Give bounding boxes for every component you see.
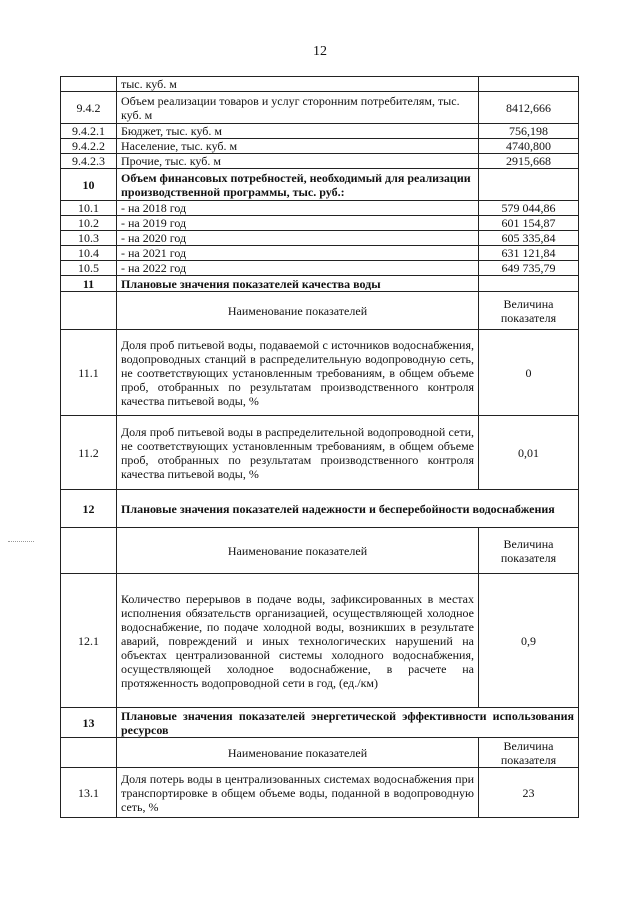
table-row (61, 77, 579, 92)
section-title: Объем финансовых потребностей, необходимый для реализации производственной программы, тыс. руб.: (117, 169, 479, 201)
row-number: 13.1 (61, 768, 117, 818)
empty-cell (61, 528, 117, 574)
empty-cell (61, 292, 117, 330)
section-number: 10 (61, 169, 117, 201)
row-value: 579 044,86 (479, 201, 579, 216)
row-label: - на 2019 год (117, 216, 479, 231)
section-number: 12 (61, 490, 117, 528)
row-label: - на 2020 год (117, 231, 479, 246)
row-number (61, 77, 117, 92)
row-number: 9.4.2.3 (61, 154, 117, 169)
row-value: 601 154,87 (479, 216, 579, 231)
row-value: 4740,800 (479, 139, 579, 154)
indicators-table (60, 76, 579, 818)
row-value: 0,9 (479, 574, 579, 708)
section-header-11 (61, 276, 579, 292)
section-number: 11 (61, 276, 117, 292)
col-header-name: Наименование показателей (117, 738, 479, 768)
row-value (479, 77, 579, 92)
table-row (61, 768, 579, 818)
table-row (61, 154, 579, 169)
row-label: Доля потерь воды в централизованных системах водоснабжения при транспортировке в общем объеме воды, поданной в водопроводную сеть, % (117, 768, 479, 818)
row-number: 9.4.2.2 (61, 139, 117, 154)
table-row (61, 246, 579, 261)
margin-mark (8, 541, 34, 542)
row-value: 649 735,79 (479, 261, 579, 276)
row-number: 9.4.2 (61, 92, 117, 124)
table-row (61, 231, 579, 246)
table-row (61, 330, 579, 416)
section-header-13 (61, 708, 579, 738)
empty-cell (479, 276, 579, 292)
row-label: Количество перерывов в подаче воды, зафиксированных в местах исполнения обязательств организацией, осуществляющей холодное водоснабжение, по подаче холодной воды, возникших в результате аварий, повреждений и иных технологических нарушений на объектах централизованной системы холодного водоснабжения, осуществляющей холодное водоснабжение, в расчете на протяженность водопроводной сети в год, (ед./км) (117, 574, 479, 708)
col-header-value: Величина показателя (479, 738, 579, 768)
section-title: Плановые значения показателей надежности и бесперебойности водоснабжения (117, 490, 579, 528)
row-label: - на 2022 год (117, 261, 479, 276)
table-row (61, 416, 579, 490)
row-value: 631 121,84 (479, 246, 579, 261)
row-number: 11.2 (61, 416, 117, 490)
table-row (61, 124, 579, 139)
row-number: 10.2 (61, 216, 117, 231)
row-label: Доля проб питьевой воды, подаваемой с источников водоснабжения, водопроводных станций в распределительную водопроводную сеть, не соответствующих установленным требованиям, в общем объеме проб, отобранных по результатам производственного контроля качества питьевой воды, % (117, 330, 479, 416)
row-label: Объем реализации товаров и услуг сторонним потребителям, тыс. куб. м (117, 92, 479, 124)
row-label: Доля проб питьевой воды в распределительной водопроводной сети, не соответствующих установленным требованиям, в общем объеме проб, отобранных по результатам производственного контроля качества питьевой воды, % (117, 416, 479, 490)
row-value: 756,198 (479, 124, 579, 139)
column-header-row (61, 528, 579, 574)
section-title: Плановые значения показателей энергетической эффективности использования ресурсов (117, 708, 579, 738)
row-value: 0 (479, 330, 579, 416)
empty-cell (479, 169, 579, 201)
section-title: Плановые значения показателей качества воды (117, 276, 479, 292)
row-value: 605 335,84 (479, 231, 579, 246)
row-number: 10.5 (61, 261, 117, 276)
row-number: 11.1 (61, 330, 117, 416)
row-label: - на 2018 год (117, 201, 479, 216)
row-value: 23 (479, 768, 579, 818)
row-value: 0,01 (479, 416, 579, 490)
column-header-row (61, 292, 579, 330)
row-label: Бюджет, тыс. куб. м (117, 124, 479, 139)
row-label: Прочие, тыс. куб. м (117, 154, 479, 169)
table-row (61, 216, 579, 231)
row-number: 12.1 (61, 574, 117, 708)
section-header-12 (61, 490, 579, 528)
empty-cell (61, 738, 117, 768)
table-row (61, 261, 579, 276)
section-number: 13 (61, 708, 117, 738)
row-label: тыс. куб. м (117, 77, 479, 92)
row-number: 10.3 (61, 231, 117, 246)
page-number: 12 (313, 44, 327, 59)
col-header-value: Величина показателя (479, 528, 579, 574)
table-row (61, 139, 579, 154)
row-label: - на 2021 год (117, 246, 479, 261)
column-header-row (61, 738, 579, 768)
row-number: 10.4 (61, 246, 117, 261)
col-header-name: Наименование показателей (117, 292, 479, 330)
row-value: 8412,666 (479, 92, 579, 124)
row-number: 9.4.2.1 (61, 124, 117, 139)
row-value: 2915,668 (479, 154, 579, 169)
row-number: 10.1 (61, 201, 117, 216)
section-header-10 (61, 169, 579, 201)
row-label: Население, тыс. куб. м (117, 139, 479, 154)
table-row (61, 574, 579, 708)
table-row (61, 92, 579, 124)
col-header-value: Величина показателя (479, 292, 579, 330)
col-header-name: Наименование показателей (117, 528, 479, 574)
table-row (61, 201, 579, 216)
